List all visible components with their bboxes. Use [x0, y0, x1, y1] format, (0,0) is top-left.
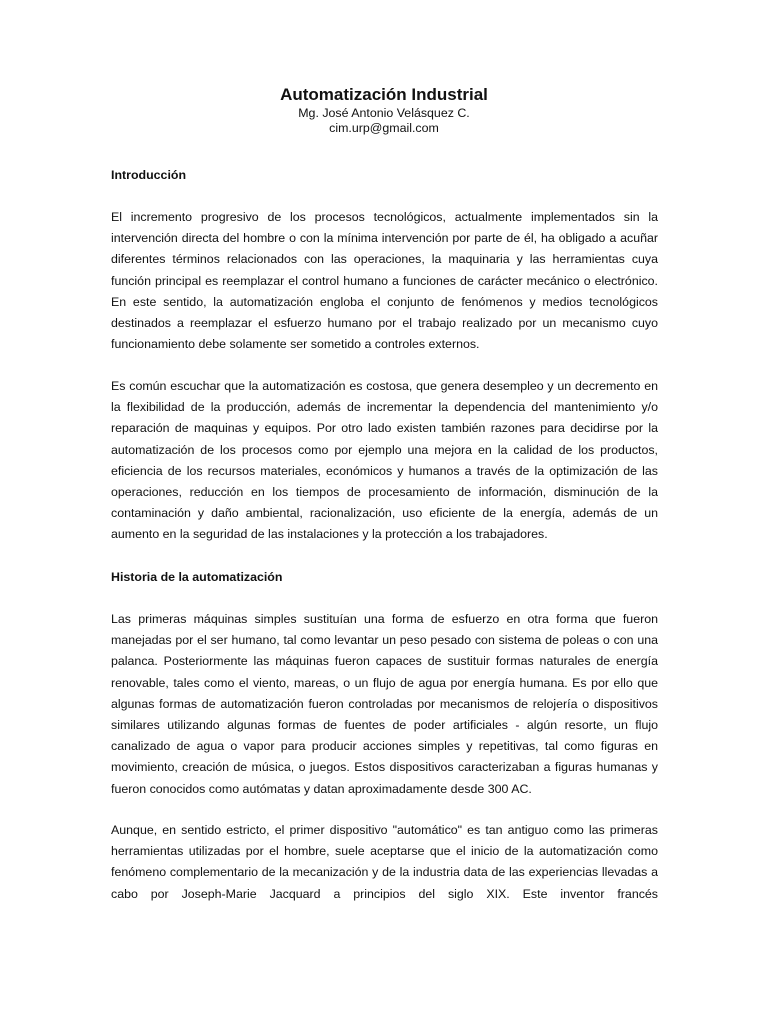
section-heading-history: Historia de la automatización: [111, 570, 283, 584]
author-email: cim.urp@gmail.com: [329, 121, 439, 135]
document-title: Automatización Industrial: [280, 85, 488, 104]
section-heading-introduction: Introducción: [111, 168, 187, 182]
paragraph: El incremento progresivo de los procesos tecnológicos, actualmente implementados sin la intervención directa del hombre o con la mínima intervención por parte de él, ha obligado a acuñar diferentes términos relacionados con las operaciones, la maquinaria y las herramientas cuya función principal es reemplazar el control humano a funciones de carácter mecánico o electrónico. En este sentido, la automatización engloba el conjunto de fenómenos y medios tecnológicos destinados a reemplazar el esfuerzo humano por el trabajo realizado por un mecanismo cuyo funcionamiento debe solamente ser sometido a controles externos.: [111, 210, 658, 352]
document-header: [0, 84, 768, 136]
author-name: Mg. José Antonio Velásquez C.: [298, 106, 470, 120]
paragraph: Es común escuchar que la automatización es costosa, que genera desempleo y un decremento en la flexibilidad de la producción, además de incrementar la dependencia del mantenimiento y/o reparación de maquinas y equipos. Por otro lado existen también razones para decidirse por la automatización de los procesos como por ejemplo una mejora en la calidad de los productos, eficiencia de los recursos materiales, económicos y humanos a través de la optimización de las operaciones, reducción en los tiempos de procesamiento de información, disminución de la contaminación y daño ambiental, racionalización, uso eficiente de la energía, además de un aumento en la seguridad de las instalaciones y la protección a los trabajadores.: [111, 379, 658, 542]
paragraph: Aunque, en sentido estricto, el primer dispositivo "automático" es tan antiguo como las primeras herramientas utilizadas por el hombre, suele aceptarse que el inicio de la automatización como fenómeno complementario de la mecanización y de la industria data de las experiencias llevadas a cabo por Joseph-Marie Jacquard a principios del siglo XIX. Este inventor francés: [111, 823, 658, 901]
paragraph: Las primeras máquinas simples sustituían una forma de esfuerzo en otra forma que fueron manejadas por el ser humano, tal como levantar un peso pesado con sistema de poleas o con una palanca. Posteriormente las máquinas fueron capaces de sustituir formas naturales de energía renovable, tales como el viento, mareas, o un flujo de agua por energía humana. Es por ello que algunas formas de automatización fueron controladas por mecanismos de relojería o dispositivos similares utilizando algunas formas de fuentes de poder artificiales - algún resorte, un flujo canalizado de agua o vapor para producir acciones simples y repetitivas, tal como figuras en movimiento, creación de música, o juegos. Estos dispositivos caracterizaban a figuras humanas y fueron conocidos como autómatas y datan aproximadamente desde 300 AC.: [111, 612, 658, 796]
